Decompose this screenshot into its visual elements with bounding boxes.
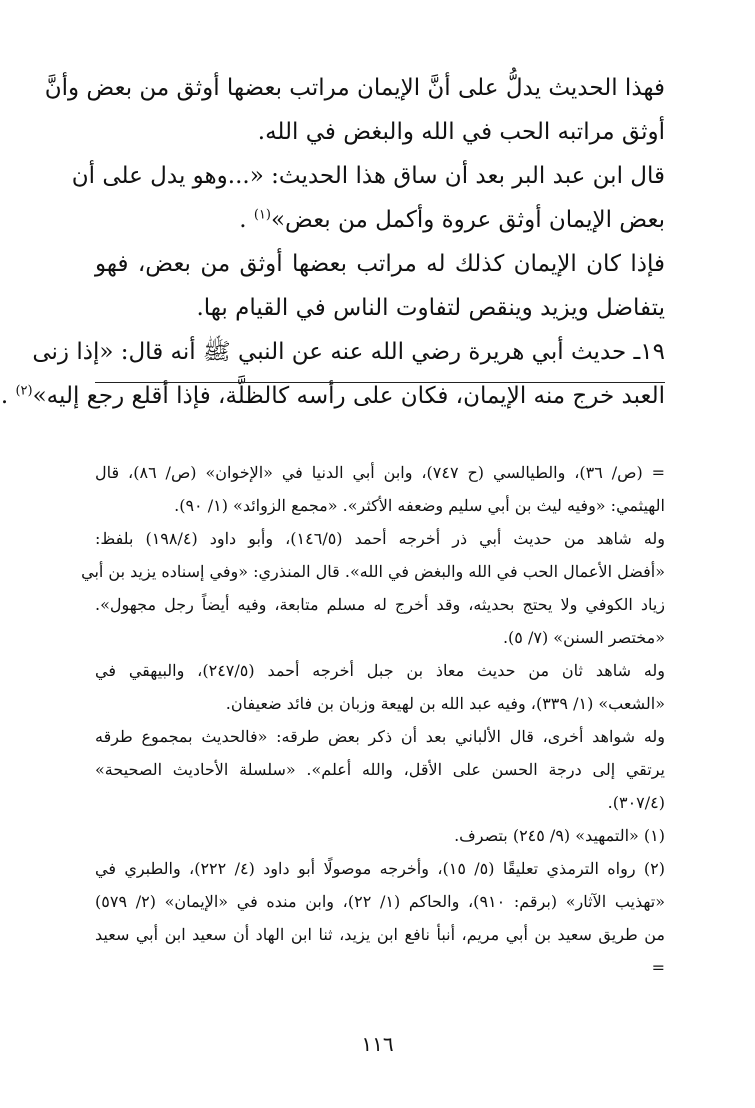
note-line-5: زياد الكوفي ولا يحتج بحديثه، وقد أخرج له مسلم متابعة، وفيه أيضاً رجل مجهول».	[95, 595, 665, 614]
note-line-4: «أفضل الأعمال الحب في الله والبغض في الله». قال المنذري: «وفي إسناده يزيد بن أبي	[81, 562, 665, 581]
main-line-3: قال ابن عبد البر بعد أن ساق هذا الحديث: «...وهو يدل على أن	[71, 163, 665, 189]
footnotes-block	[81, 456, 666, 984]
main-line-8	[0, 374, 665, 418]
note-line-1: = (ص/ ٣٦)، والطيالسي (ح ٧٤٧)، وابن أبي الدنيا في «الإخوان» (ص/ ٨٦)، قال	[95, 463, 666, 482]
footnote-separator	[95, 382, 665, 383]
main-text-block	[0, 66, 665, 418]
main-line-4-end: .	[239, 207, 247, 233]
main-line-7: ١٩ـ حديث أبي هريرة رضي الله عنه عن النبي ﷺ أنه قال: «إذا زنى	[32, 339, 665, 365]
main-line-8-end: .	[0, 383, 9, 409]
main-line-6: يتفاضل ويزيد وينقص لتفاوت الناس في القيام بها.	[196, 295, 665, 321]
note-line-9: وله شواهد أخرى، قال الألباني بعد أن ذكر بعض طرقه: «فالحديث بمجموع طرقه	[95, 727, 665, 746]
main-line-1: فهذا الحديث يدلُّ على أنَّ الإيمان مراتب بعضها أوثق من بعض وأنَّ	[44, 75, 665, 101]
note-line-11: (٣٠٧/٤).	[607, 793, 665, 812]
main-line-8-text: العبد خرج منه الإيمان، فكان على رأسه كالظلَّة، فإذا أقلع رجع إليه»	[32, 383, 665, 409]
note-line-8: «الشعب» (١/ ٣٣٩)، وفيه عبد الله بن لهيعة وزبان بن فائد ضعيفان.	[225, 694, 665, 713]
footnote-2-line-1: (٢) رواه الترمذي تعليقًا (٥/ ١٥)، وأخرجه موصولًا أبو داود (٤/ ٢٢٢)، والطبري في	[95, 859, 666, 878]
note-line-3: وله شاهد من حديث أبي ذر أخرجه أحمد (١٤٦/٥)، وأبو داود (١٩٨/٤) بلفظ:	[95, 529, 666, 548]
footnote-ref-2: (٢)	[15, 383, 33, 399]
main-line-2: أوثق مراتبه الحب في الله والبغض في الله.	[257, 119, 665, 145]
footnote-ref-1: (١)	[253, 207, 271, 223]
footnote-2-line-3: من طريق سعيد بن أبي مريم، أنبأ نافع ابن يزيد، ثنا ابن الهاد أن سعيد ابن أبي سعيد	[95, 925, 665, 944]
note-line-7: وله شاهد ثان من حديث معاذ بن جبل أخرجه أحمد (٢٤٧/٥)، والبيهقي في	[95, 661, 665, 680]
footnote-2-line-2: «تهذيب الآثار» (برقم: ٩١٠)، والحاكم (١/ ٢٢)، وابن منده في «الإيمان» (٢/ ٥٧٩)	[95, 892, 666, 911]
main-line-4-text: بعض الإيمان أوثق عروة وأكمل من بعض»	[270, 207, 665, 233]
footnote-1: (١) «التمهيد» (٩/ ٢٤٥) بتصرف.	[454, 826, 665, 845]
main-line-5: فإذا كان الإيمان كذلك له مراتب بعضها أوثق من بعض، فهو	[95, 251, 665, 277]
note-line-2: الهيثمي: «وفيه ليث بن أبي سليم وضعفه الأكثر». «مجمع الزوائد» (١/ ٩٠).	[174, 496, 665, 515]
note-line-10: يرتقي إلى درجة الحسن على الأقل، والله أعلم». «سلسلة الأحاديث الصحيحة»	[95, 760, 665, 779]
footnote-continuation-mark: =	[651, 958, 665, 977]
page-number: ١١٦	[361, 1032, 394, 1056]
main-line-4	[95, 198, 665, 242]
note-line-6: «مختصر السنن» (٧/ ٥).	[502, 628, 665, 647]
